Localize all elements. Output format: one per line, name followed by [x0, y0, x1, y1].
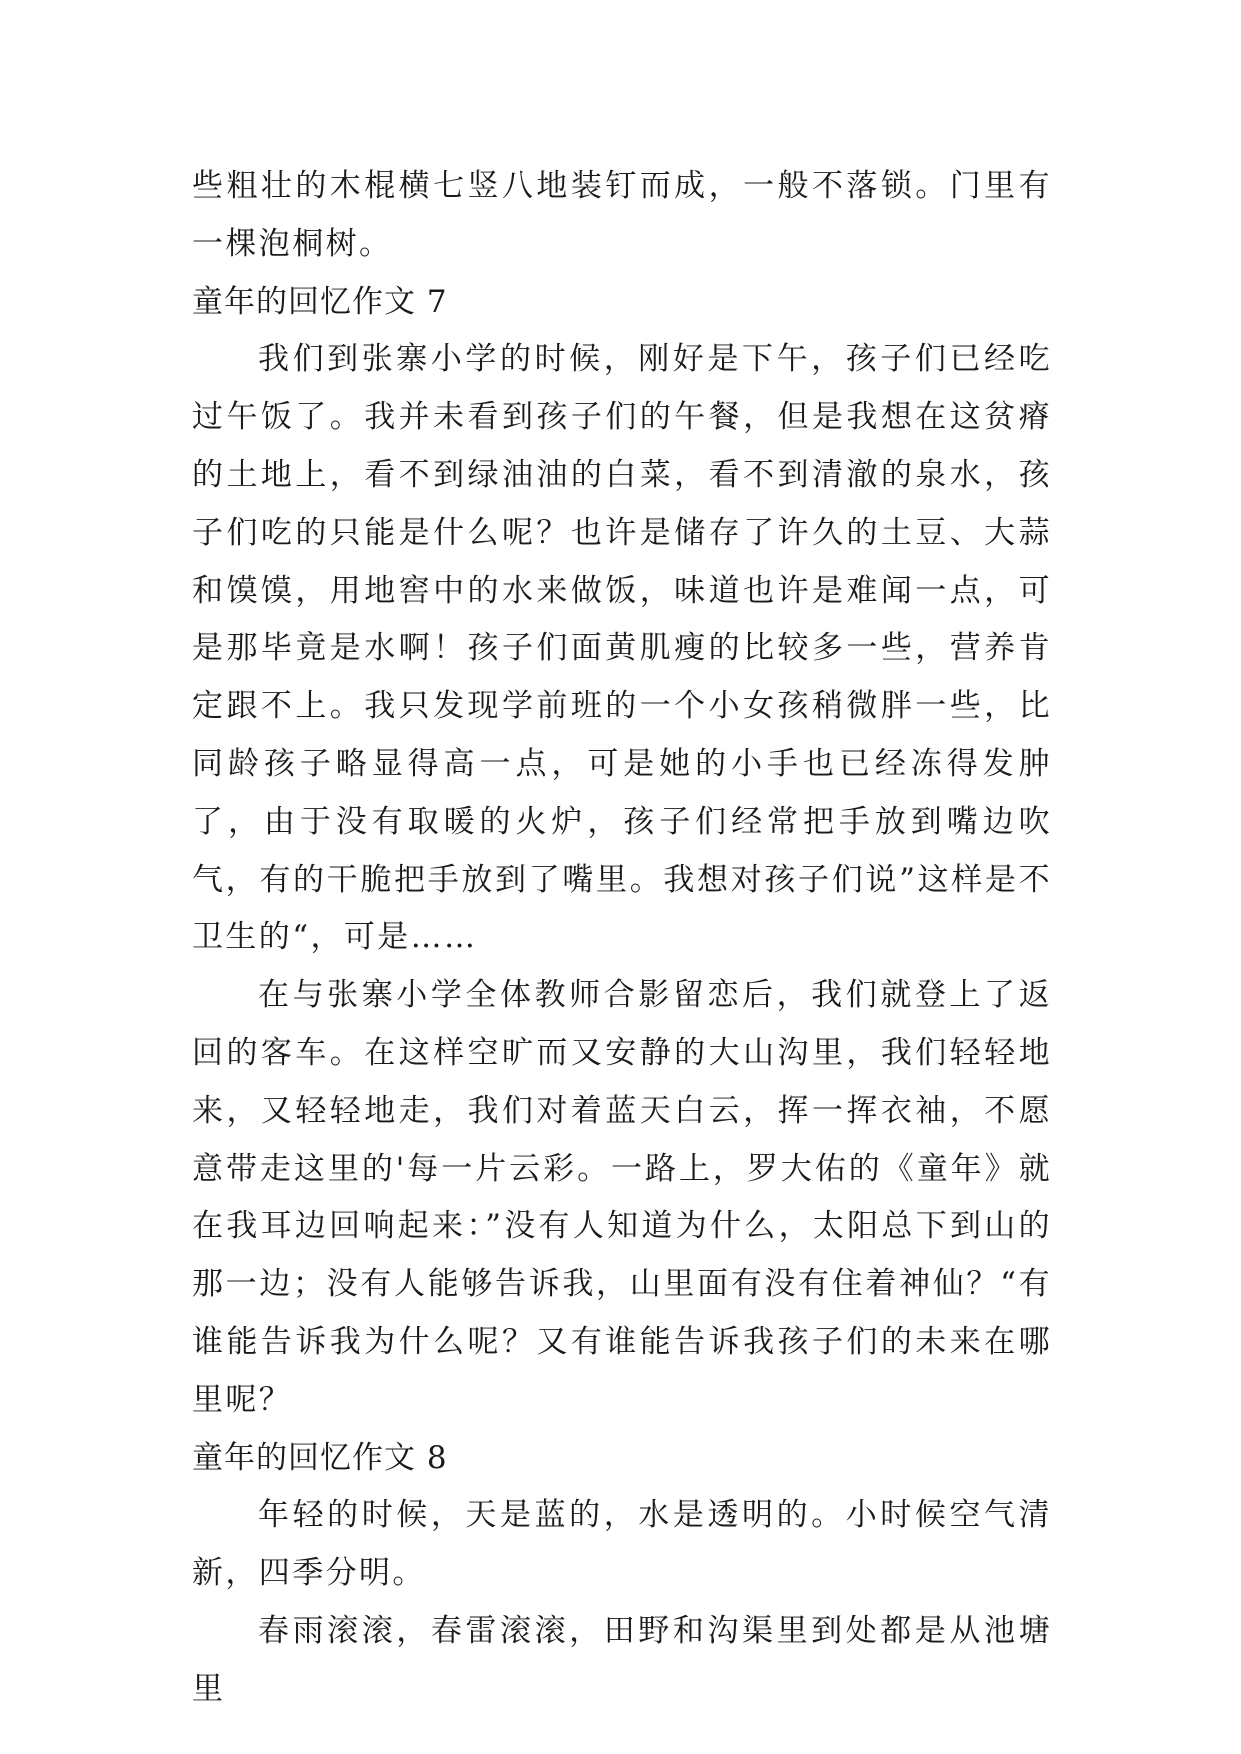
essay-heading-8: 童年的回忆作文 8: [192, 1439, 448, 1476]
paragraph-school-lunch: 我们到张寨小学的时候，刚好是下午，孩子们已经吃过午饭了。我并未看到孩子们的午餐，但是我想在这贫瘠的土地上，看不到绿油油的白菜，看不到清澈的泉水，孩子们吃的只能是什么呢？也许是储存了许久的土豆、大蒜和馍馍，用地窖中的水来做饭，味道也许是难闻一点，可是那毕竟是水啊！孩子们面黄肌瘦的比较多一些，营养肯定跟不上。我只发现学前班的一个小女孩稍微胖一些，比同龄孩子略显得高一点，可是她的小手也已经冻得发肿了，由于没有取暖的火炉，孩子们经常把手放到嘴边吹气，有的干脆把手放到了嘴里。我想对孩子们说”这样是不卫生的“，可是……: [192, 341, 1052, 956]
paragraph-youth: 年轻的时候，天是蓝的，水是透明的。小时候空气清新，四季分明。: [192, 1497, 1052, 1592]
paragraph-continued: 些粗壮的木棍横七竖八地装钉而成，一般不落锁。门里有一棵泡桐树。: [192, 168, 1052, 262]
paragraph-return-trip: 在与张寨小学全体教师合影留恋后，我们就登上了返回的客车。在这样空旷而又安静的大山沟里，我们轻轻地来，又轻轻地走，我们对着蓝天白云，挥一挥衣袖，不愿意带走这里的'每一片云彩。一路上，罗大佑的《童年》就在我耳边回响起来：”没有人知道为什么，太阳总下到山的那一边；没有人能够告诉我，山里面有没有住着神仙？“有谁能告诉我为什么呢？又有谁能告诉我孩子们的未来在哪里呢？: [192, 977, 1052, 1418]
essay-heading-7: 童年的回忆作文 7: [192, 283, 448, 320]
document-body: [192, 158, 1052, 1719]
paragraph-spring-rain: 春雨滚滚，春雷滚滚，田野和沟渠里到处都是从池塘里: [192, 1612, 1052, 1707]
